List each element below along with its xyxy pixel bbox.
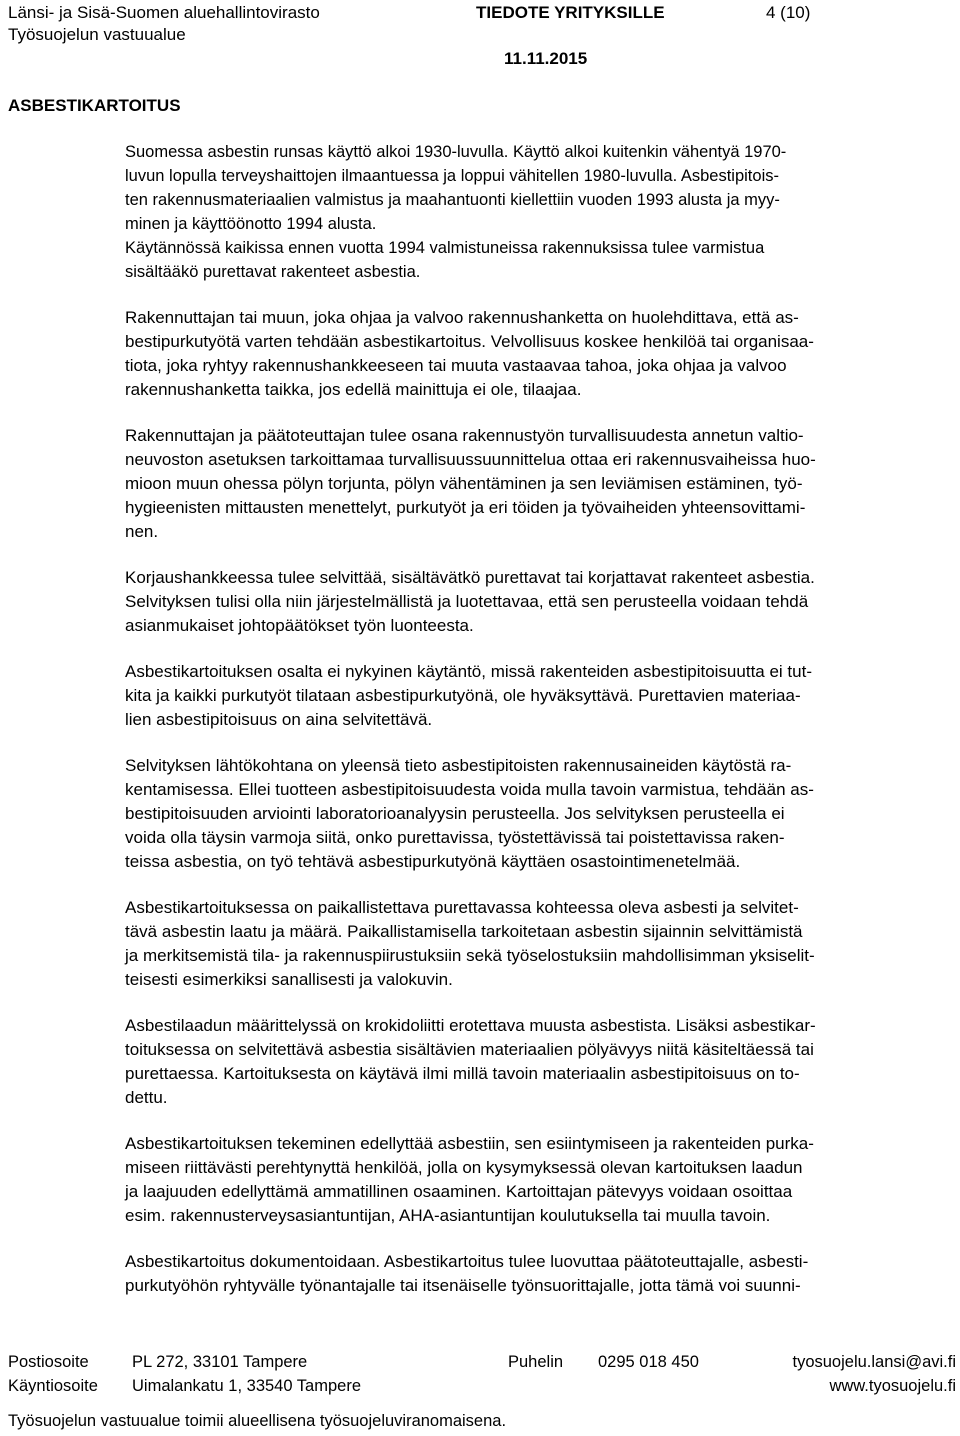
paragraph [125, 1250, 955, 1298]
paragraph-line: toituksessa on selvitettävä asbestia sisältävien materiaalien pölyävyys niitä käsiteltäessä tai [125, 1040, 814, 1059]
paragraph-line: esim. rakennusterveysasiantuntijan, AHA-asiantuntijan koulutuksella tai muulla tavoin. [125, 1206, 771, 1225]
document-type: TIEDOTE YRITYKSILLE [476, 3, 665, 22]
paragraph-line: Rakennuttajan tai muun, joka ohjaa ja valvoo rakennushanketta on huolehdittava, että as- [125, 308, 799, 327]
paragraph-line: Asbestikartoituksen tekeminen edellyttää asbestiin, sen esiintymiseen ja rakenteiden purka- [125, 1134, 814, 1153]
paragraph-line: mioon muun ohessa pölyn torjunta, pölyn vähentäminen ja sen leviämisen estäminen, työ- [125, 474, 803, 493]
header-right [476, 2, 811, 68]
footer-row-visit [8, 1374, 956, 1398]
footer-note: Työsuojelun vastuualue toimii alueellisena työsuojeluviranomaisena. [8, 1412, 507, 1430]
paragraph [125, 660, 955, 732]
phone-label: Puhelin [508, 1353, 564, 1371]
paragraph-line: rakennushanketta taikka, jos edellä mainittuja ei ole, tilaajaa. [125, 380, 582, 399]
paragraph-line: Asbestilaadun määrittelyssä on krokidoliitti erotettava muusta asbestista. Lisäksi asbestikar- [125, 1016, 816, 1035]
document-title: ASBESTIKARTOITUS [8, 96, 181, 115]
paragraph-line: kita ja kaikki purkutyöt tilataan asbestipurkutyönä, ole hyväksyttävä. Purettavien materiaa- [125, 686, 801, 705]
postal-address-label: Postiosoite [8, 1353, 89, 1371]
document-date: 11.11.2015 [504, 49, 588, 68]
paragraph-line: Korjaushankkeessa tulee selvittää, sisältävätkö purettavat tai korjattavat rakenteet asbestia. [125, 568, 815, 587]
paragraph-line: sisältääkö purettavat rakenteet asbestia. [125, 263, 421, 281]
paragraph-line: kentamisessa. Ellei tuotteen asbestipitoisuudesta voida mulla tavoin varmistua, tehdään as- [125, 780, 814, 799]
paragraph-line: teissa asbestia, on työ tehtävä asbestipurkutyönä käyttäen osastointimenetelmää. [125, 852, 741, 871]
paragraph-line: ten rakennusmateriaalien valmistus ja maahantuonti kiellettiin vuoden 1993 alusta ja myy- [125, 191, 780, 209]
visiting-address: Uimalankatu 1, 33540 Tampere [132, 1377, 362, 1395]
paragraph [125, 566, 955, 638]
paragraph [125, 424, 955, 544]
organization-name: Länsi- ja Sisä-Suomen aluehallintovirasto [8, 3, 320, 22]
phone-number: 0295 018 450 [598, 1353, 699, 1371]
paragraph-line: bestipurkutyötä varten tehdään asbestikartoitus. Velvollisuus koskee henkilöä tai organisaa- [125, 332, 814, 351]
postal-address: PL 272, 33101 Tampere [132, 1353, 308, 1371]
paragraph [125, 896, 955, 992]
email-link[interactable]: tyosuojelu.lansi@avi.fi [792, 1353, 956, 1371]
paragraph-line: Asbestikartoitus dokumentoidaan. Asbestikartoitus tulee luovuttaa päätoteuttajalle, asbesti- [125, 1252, 809, 1271]
paragraph-line: bestipitoisuuden arviointi laboratorioanalyysin perusteella. Jos selvityksen perusteella ei [125, 804, 785, 823]
paragraph-line: Käytännössä kaikissa ennen vuotta 1994 valmistuneissa rakennuksissa tulee varmistua [125, 239, 765, 257]
paragraph [125, 754, 955, 874]
paragraph-line: Selvityksen tulisi olla niin järjestelmällistä ja luotettavaa, että sen perusteella voidaan tehdä [125, 592, 809, 611]
paragraph-line: purettaessa. Kartoituksesta on käytävä ilmi millä tavoin materiaalin asbestipitoisuus on to- [125, 1064, 800, 1083]
visiting-address-label: Käyntiosoite [8, 1377, 98, 1395]
paragraph-line: Selvityksen lähtökohtana on yleensä tieto asbestipitoisten rakennusaineiden käytöstä ra- [125, 756, 792, 775]
paragraph-line: minen ja käyttöönotto 1994 alusta. [125, 215, 377, 233]
paragraph-line: asianmukaiset johtopäätökset työn luonteesta. [125, 616, 474, 635]
header-left [8, 2, 320, 46]
paragraph-line: Suomessa asbestin runsas käyttö alkoi 1930-luvulla. Käyttö alkoi kuitenkin vähentyä 1970- [125, 143, 787, 161]
paragraph-line: ja laajuuden edellyttämä ammatillinen osaaminen. Kartoittajan pätevyys voidaan osoittaa [125, 1182, 793, 1201]
paragraph [125, 1132, 955, 1228]
website-link[interactable]: www.tyosuojelu.fi [829, 1377, 956, 1395]
paragraph-line: neuvoston asetuksen tarkoittamaa turvallisuussuunnittelua ottaa eri rakennusvaiheissa huo- [125, 450, 816, 469]
paragraph-line: tävä asbestin laatu ja määrä. Paikallistamisella tarkoitetaan asbestin sijainnin selvittämistä [125, 922, 803, 941]
paragraph [125, 306, 955, 402]
paragraph-line: teisesti esimerkiksi sanallisesti ja valokuvin. [125, 970, 453, 989]
paragraph [125, 236, 955, 284]
paragraph-line: luvun lopulla terveyshaittojen ilmaantuessa ja loppui vähitellen 1980-luvulla. Asbestipitois- [125, 167, 779, 185]
paragraph-line: voida olla täysin varmoja siitä, onko purettavissa, työstettävissä tai poistettavissa raken- [125, 828, 785, 847]
organization-unit: Työsuojelun vastuualue [8, 25, 186, 44]
paragraph-line: lien asbestipitoisuus on aina selvitettävä. [125, 710, 433, 729]
paragraph-line: nen. [125, 522, 159, 541]
footer-row-postal [8, 1350, 956, 1374]
paragraph-line: dettu. [125, 1088, 168, 1107]
paragraph-line: purkutyöhön ryhtyvälle työnantajalle tai itsenäiselle työnsuorittajalle, jotta tämä voi suunni- [125, 1276, 801, 1295]
page-number: 4 (10) [766, 3, 811, 22]
paragraph-line: ja merkitsemistä tila- ja rakennuspiirustuksiin sekä työselostuksiin mahdollisimman yksiselit- [125, 946, 815, 965]
footer [8, 1350, 956, 1398]
paragraph-line: Asbestikartoituksessa on paikallistettava purettavassa kohteessa oleva asbesti ja selvitet- [125, 898, 799, 917]
paragraph [125, 1014, 955, 1110]
paragraph-line: hygieenisten mittausten menettelyt, purkutyöt ja eri töiden ja työvaiheiden yhteensovittami- [125, 498, 806, 517]
paragraph-line: Asbestikartoituksen osalta ei nykyinen käytäntö, missä rakenteiden asbestipitoisuutta ei tut- [125, 662, 812, 681]
paragraph-line: miseen riittävästi perehtynyttä henkilöä, jolla on kysymyksessä olevan kartoituksen laadun [125, 1158, 803, 1177]
document-body [125, 140, 955, 1320]
paragraph-line: Rakennuttajan ja päätoteuttajan tulee osana rakennustyön turvallisuudesta annetun valtio- [125, 426, 804, 445]
paragraph [125, 140, 955, 236]
paragraph-line: tiota, joka ryhtyy rakennushankkeeseen tai muuta vastaavaa tahoa, joka ohjaa ja valvoo [125, 356, 787, 375]
